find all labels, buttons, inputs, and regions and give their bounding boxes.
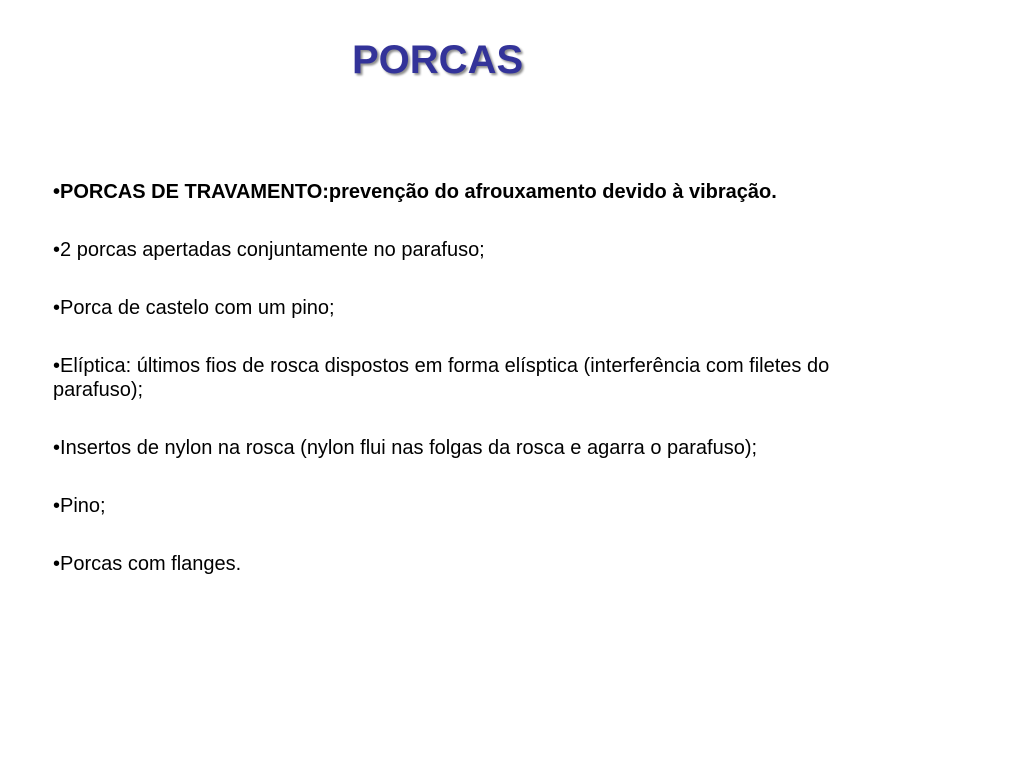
bullet-marker: • (53, 437, 61, 459)
bullet-item-flange-nuts (53, 552, 913, 576)
bullet-item-locking-nuts (53, 180, 913, 204)
bullet-text: Elíptica: últimos fios de rosca dispostos em forma elísptica (interferência com filetes do parafuso); (53, 355, 830, 401)
bullet-item-pin (53, 494, 913, 518)
bullet-text: Porcas com flanges. (60, 553, 242, 575)
bullet-item-castle-nut (53, 296, 913, 320)
bullet-text: Insertos de nylon na rosca (nylon flui nas folgas da rosca e agarra o parafuso); (60, 437, 758, 459)
bullet-item-elliptical (53, 354, 913, 402)
bullet-marker: • (53, 355, 61, 377)
bullet-text: Pino; (60, 495, 106, 517)
bullet-text: Porca de castelo com um pino; (60, 297, 335, 319)
bullet-marker: • (53, 239, 61, 261)
bullet-marker: • (53, 297, 61, 319)
bullet-marker: • (53, 181, 61, 203)
bullet-list (53, 180, 913, 610)
bullet-text: PORCAS DE TRAVAMENTO:prevenção do afrouxamento devido à vibração. (60, 181, 777, 203)
slide-title: PORCAS (352, 38, 524, 82)
bullet-marker: • (53, 495, 61, 517)
bullet-marker: • (53, 553, 61, 575)
bullet-text: 2 porcas apertadas conjuntamente no parafuso; (60, 239, 485, 261)
bullet-item-nylon-inserts (53, 436, 913, 460)
bullet-item-two-nuts (53, 238, 913, 262)
